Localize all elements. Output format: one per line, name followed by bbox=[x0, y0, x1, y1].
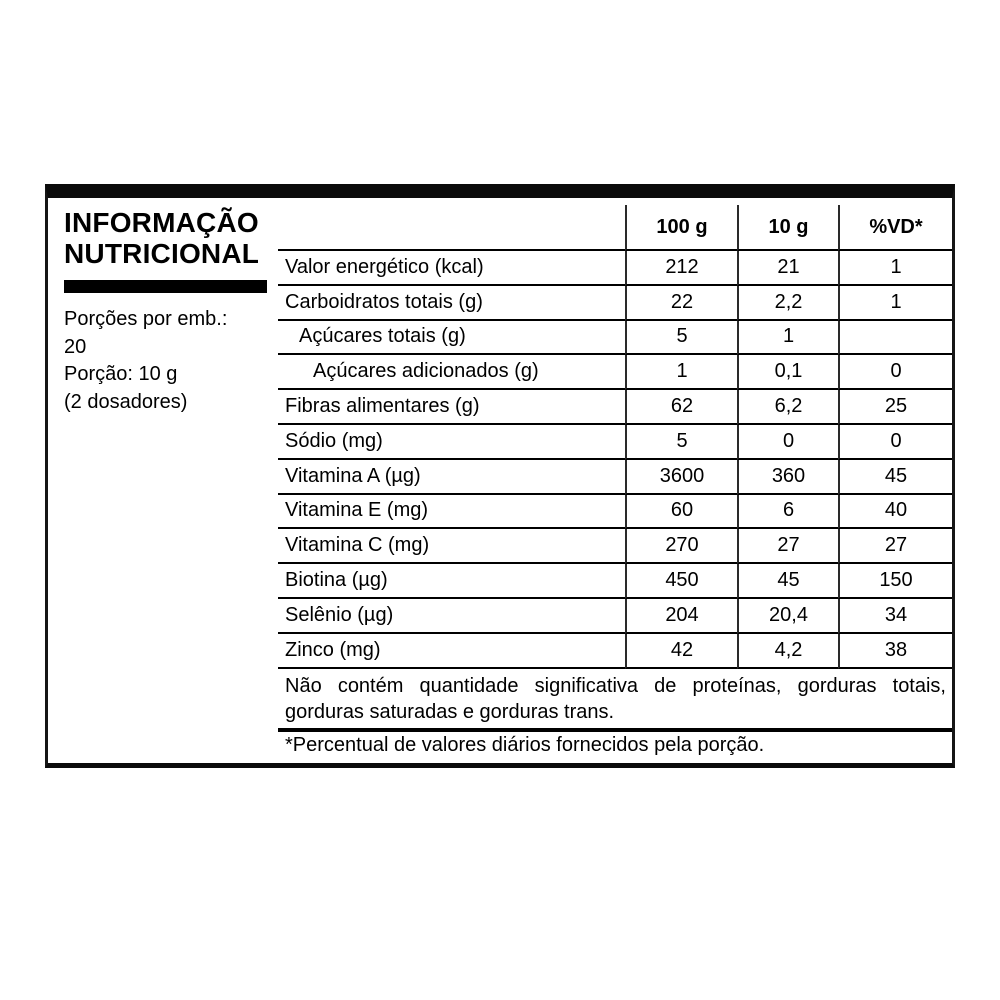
value-percent-vd: 25 bbox=[838, 390, 952, 425]
value-per-100g: 60 bbox=[625, 495, 737, 530]
value-per-10g: 6,2 bbox=[737, 390, 838, 425]
serving-info-line: Porções por emb.: bbox=[64, 308, 228, 330]
value-per-10g: 0,1 bbox=[737, 355, 838, 390]
value-per-100g: 450 bbox=[625, 564, 737, 599]
value-per-100g: 42 bbox=[625, 634, 737, 669]
value-per-100g: 1 bbox=[625, 355, 737, 390]
value-per-100g: 5 bbox=[625, 425, 737, 460]
value-percent-vd: 34 bbox=[838, 599, 952, 634]
nutrient-label: Valor energético (kcal) bbox=[278, 251, 625, 286]
nutrient-label: Vitamina E (mg) bbox=[278, 495, 625, 530]
nutrient-label: Biotina (µg) bbox=[278, 564, 625, 599]
value-per-100g: 212 bbox=[625, 251, 737, 286]
value-per-10g: 4,2 bbox=[737, 634, 838, 669]
column-header-percent-vd: %VD* bbox=[838, 205, 952, 251]
value-per-10g: 45 bbox=[737, 564, 838, 599]
value-per-100g: 22 bbox=[625, 286, 737, 321]
value-percent-vd: 45 bbox=[838, 460, 952, 495]
value-percent-vd: 1 bbox=[838, 286, 952, 321]
value-per-10g: 6 bbox=[737, 495, 838, 530]
column-header-10g: 10 g bbox=[737, 205, 838, 251]
value-per-100g: 204 bbox=[625, 599, 737, 634]
value-percent-vd: 0 bbox=[838, 355, 952, 390]
daily-values-footnote: *Percentual de valores diários fornecidos pela porção. bbox=[285, 734, 765, 757]
nutrient-label: Zinco (mg) bbox=[278, 634, 625, 669]
nutrient-label: Vitamina A (µg) bbox=[278, 460, 625, 495]
nutrient-label: Selênio (µg) bbox=[278, 599, 625, 634]
value-percent-vd: 40 bbox=[838, 495, 952, 530]
nutrient-label: Vitamina C (mg) bbox=[278, 529, 625, 564]
nutrition-table bbox=[278, 198, 952, 763]
serving-info-line: 20 bbox=[64, 335, 87, 358]
nutrient-label: Açúcares adicionados (g) bbox=[278, 355, 625, 390]
page-title: INFORMAÇÃO NUTRICIONAL bbox=[64, 207, 260, 269]
value-per-10g: 27 bbox=[737, 529, 838, 564]
value-per-10g: 0 bbox=[737, 425, 838, 460]
no-significant-amounts-note: Não contém quantidade significativa de proteínas, gorduras totais, gorduras saturadas e gorduras trans. bbox=[278, 669, 952, 732]
value-percent-vd: 150 bbox=[838, 564, 952, 599]
value-percent-vd: 27 bbox=[838, 529, 952, 564]
value-per-10g: 20,4 bbox=[737, 599, 838, 634]
nutrient-label: Açúcares totais (g) bbox=[278, 321, 625, 356]
value-percent-vd: 0 bbox=[838, 425, 952, 460]
serving-info-line: (2 dosadores) bbox=[64, 390, 188, 413]
value-per-100g: 5 bbox=[625, 321, 737, 356]
nutrition-facts-label bbox=[45, 184, 955, 768]
value-per-100g: 3600 bbox=[625, 460, 737, 495]
nutrient-label: Sódio (mg) bbox=[278, 425, 625, 460]
title-underline-bar bbox=[64, 280, 267, 293]
serving-info bbox=[64, 306, 278, 416]
value-percent-vd bbox=[838, 321, 952, 356]
serving-info-line: Porção: 10 g bbox=[64, 363, 178, 385]
header-spacer bbox=[278, 205, 625, 251]
nutrient-label: Carboidratos totais (g) bbox=[278, 286, 625, 321]
value-per-10g: 360 bbox=[737, 460, 838, 495]
value-percent-vd: 38 bbox=[838, 634, 952, 669]
column-header-100g: 100 g bbox=[625, 205, 737, 251]
label-left-panel bbox=[48, 198, 278, 763]
nutrient-label: Fibras alimentares (g) bbox=[278, 390, 625, 425]
value-percent-vd: 1 bbox=[838, 251, 952, 286]
value-per-10g: 1 bbox=[737, 321, 838, 356]
value-per-100g: 62 bbox=[625, 390, 737, 425]
value-per-100g: 270 bbox=[625, 529, 737, 564]
value-per-10g: 2,2 bbox=[737, 286, 838, 321]
value-per-10g: 21 bbox=[737, 251, 838, 286]
